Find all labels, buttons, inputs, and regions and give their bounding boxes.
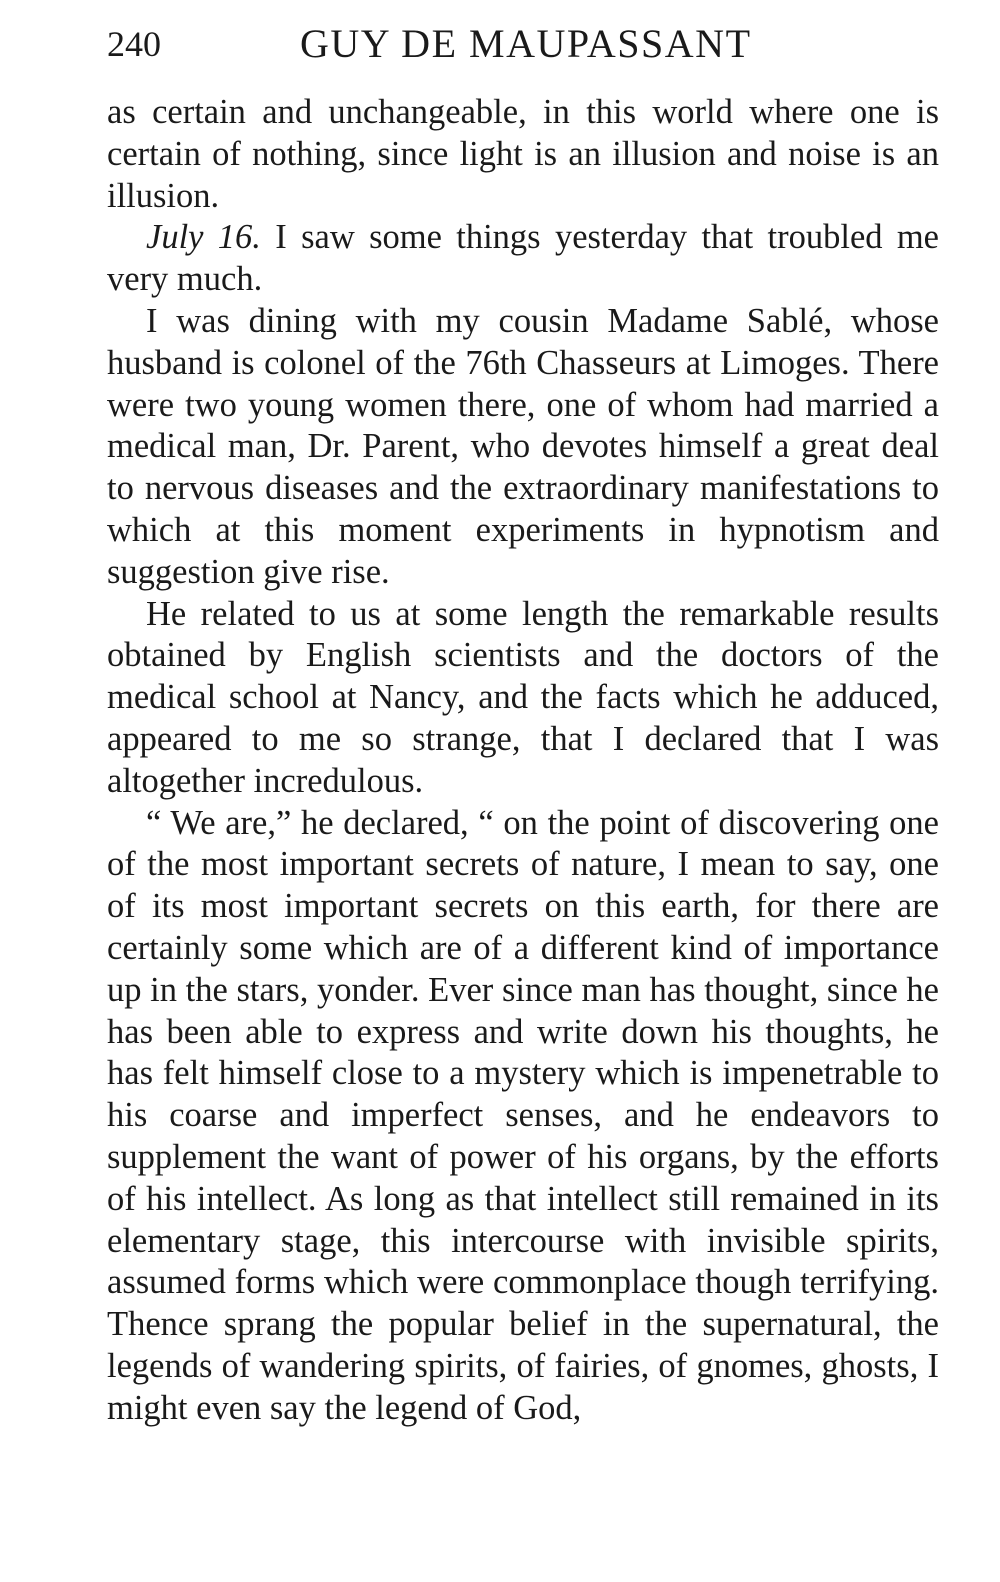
paragraph-dinner: I was dining with my cousin Madame Sablé, whose husband is colonel of the 76th Chasseurs at Limoges. There were two young women there, one of whom had married a medical man, Dr. Parent, who devotes himself a great deal to nervous diseases and the extraordinary manifestations to which at this moment experiments in hypnotism and suggestion give rise. [107, 301, 939, 591]
paragraph-quote: “ We are,” he declared, “ on the point of discovering one of the most important secrets of nature, I mean to say, one of its most important secrets on this earth, for there are certainly some which are of a different kind of importance up in the stars, yonder. Ever since man has thought, since he has been able to express and write down his thoughts, he has felt himself close to a mystery which is impenetrable to his coarse and imperfect senses, and he endeavors to supplement the want of power of his organs, by the efforts of his intellect. As long as that intellect still remained in its elementary stage, this intercourse with invisible spirits, assumed forms which were commonplace though terrifying. Thence sprang the popular belief in the supernatural, the legends of wandering spirits, of fairies, of gnomes, ghosts, I might even say the legend of God, [107, 803, 939, 1427]
book-title: GUY DE MAUPASSANT [300, 21, 752, 66]
entry-date: July 16. [146, 218, 261, 257]
book-page [107, 14, 939, 1430]
running-head [107, 14, 939, 74]
paragraph-continuation: as certain and unchangeable, in this world where one is certain of nothing, since light is an illusion and noise is an illusion. [107, 93, 939, 215]
page-number: 240 [107, 24, 161, 64]
paragraph-dated-entry [107, 217, 939, 301]
paragraph-results: He related to us at some length the remarkable results obtained by English scientists and the doctors of the medical school at Nancy, and the facts which he adduced, appeared to me so strange, that I declared that I was altogether incredulous. [107, 594, 939, 800]
body-text [107, 92, 939, 1430]
entry-text: I saw some things yesterday that troubled me very much. [107, 218, 939, 299]
